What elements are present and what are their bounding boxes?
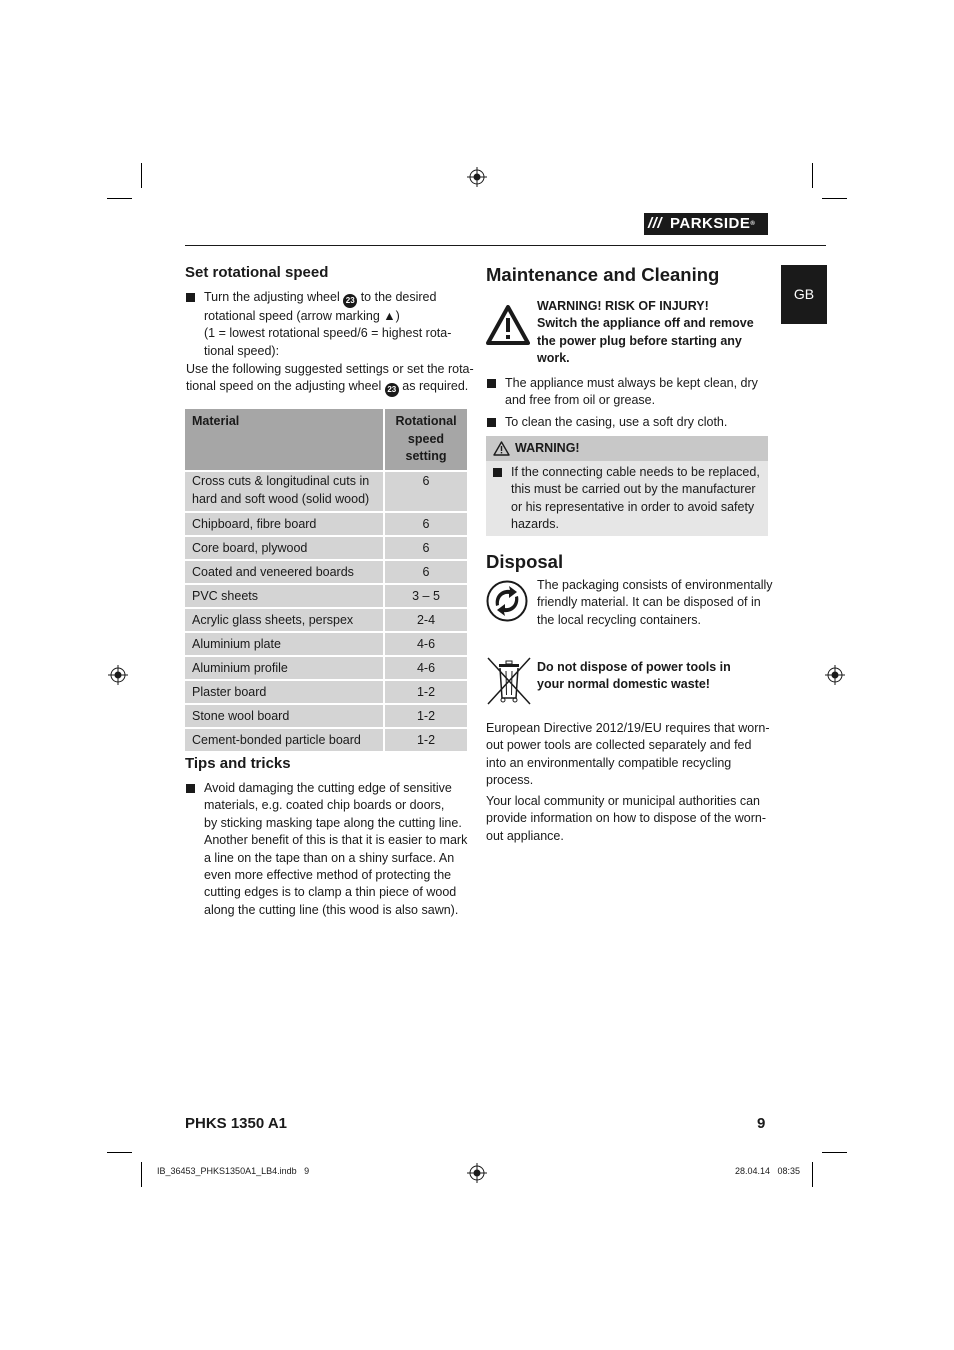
text-line: hazards.: [511, 517, 559, 532]
text-line: cutting edges is to clamp a thin piece of wood: [204, 885, 457, 900]
maintenance-bullet-cloth: [505, 414, 775, 431]
text-line: even more effective method of protecting the: [204, 868, 452, 883]
speed-cell: 1-2: [384, 704, 467, 728]
injury-warning: [537, 298, 777, 368]
recycling-text: [537, 577, 777, 629]
material-cell: Plaster board: [185, 680, 384, 704]
text-line: Turn the adjusting wheel 23 to the desired: [204, 289, 474, 308]
maintenance-bullet-clean: [505, 375, 775, 410]
crop-mark: [107, 198, 132, 199]
bullet-marker: [493, 468, 502, 477]
parkside-logo: [644, 213, 768, 235]
text-line: by sticking masking tape along the cutting line.: [204, 815, 462, 830]
reference-number-badge: 23: [343, 294, 357, 308]
recycling-icon: [486, 580, 528, 622]
speed-cell: 4-6: [384, 656, 467, 680]
text-line: Use the following suggested settings or set the rota-: [186, 362, 474, 376]
text-line: provide information on how to dispose of the worn-: [486, 811, 767, 826]
speed-settings-table: [185, 409, 467, 753]
crop-mark: [822, 198, 847, 199]
table-row: [185, 704, 467, 728]
footer-page-number: 9: [757, 1115, 766, 1132]
speed-cell: 6: [384, 512, 467, 536]
table-row: [185, 584, 467, 608]
warning-triangle-icon: [486, 305, 530, 345]
section-heading-disposal: Disposal: [486, 551, 564, 572]
crop-mark: [107, 1152, 132, 1153]
cable-warning-text: [511, 464, 765, 534]
text-line: Another benefit of this is that it is easier to mark: [204, 833, 468, 848]
crossed-out-bin-icon: [486, 656, 532, 706]
text-line: your normal domestic waste!: [537, 677, 710, 692]
speed-cell: 6: [384, 560, 467, 584]
section-heading-maintenance: Maintenance and Cleaning: [486, 264, 720, 285]
column-header-material: Material: [185, 409, 384, 471]
table-row: [185, 632, 467, 656]
material-cell: Coated and veneered boards: [185, 560, 384, 584]
speed-cell: 6: [384, 471, 467, 512]
cable-warning-title: WARNING!: [515, 441, 580, 455]
text-line: materials, e.g. coated chip boards or doors,: [204, 798, 445, 813]
logo-registered: ®: [750, 221, 756, 227]
text-line: (1 = lowest rotational speed/6 = highest rota-: [204, 326, 452, 341]
set-speed-bullet: [204, 289, 474, 360]
speed-cell: 6: [384, 536, 467, 560]
registration-mark-icon: [467, 167, 487, 187]
logo-slashes: ///: [648, 215, 663, 232]
logo-text: PARKSIDE: [670, 215, 751, 232]
local-authority-paragraph: [486, 793, 776, 845]
print-slug-date: 28.04.14 08:35: [735, 1166, 801, 1176]
text-line: out appliance.: [486, 828, 564, 843]
speed-cell: 3 – 5: [384, 584, 467, 608]
text-line: work.: [537, 351, 570, 366]
registration-mark-icon: [467, 1163, 487, 1183]
table-row: [185, 680, 467, 704]
material-cell: Aluminium profile: [185, 656, 384, 680]
table-row: [185, 512, 467, 536]
registration-mark-icon: [825, 665, 845, 685]
table-row: [185, 536, 467, 560]
crop-mark: [141, 1162, 142, 1187]
text-line: the local recycling containers.: [537, 612, 701, 627]
bullet-marker: [487, 418, 496, 427]
language-tab: GB: [781, 265, 827, 324]
warning-triangle-icon: [493, 441, 510, 456]
set-speed-paragraph: [186, 361, 476, 397]
section-heading-set-speed: Set rotational speed: [185, 264, 329, 281]
material-cell: Core board, plywood: [185, 536, 384, 560]
material-cell: PVC sheets: [185, 584, 384, 608]
text-line: the power plug before starting any: [537, 333, 742, 348]
tips-bullet: [204, 780, 476, 919]
text-line: Your local community or municipal authorities can: [486, 794, 760, 808]
material-cell: Cement-bonded particle board: [185, 728, 384, 752]
footer-model-number: PHKS 1350 A1: [185, 1115, 287, 1132]
text-line: this must be carried out by the manufacturer: [511, 482, 756, 497]
speed-cell: 1-2: [384, 680, 467, 704]
registration-mark-icon: [108, 665, 128, 685]
text-line: rotational speed (arrow marking ▲): [204, 309, 400, 323]
material-cell: Acrylic glass sheets, perspex: [185, 608, 384, 632]
text-line: If the connecting cable needs to be replaced,: [511, 465, 760, 479]
table-row: [185, 560, 467, 584]
bin-warning-text: [537, 659, 777, 694]
material-cell: Stone wool board: [185, 704, 384, 728]
speed-cell: 1-2: [384, 728, 467, 752]
crop-mark: [812, 1162, 813, 1187]
reference-number-badge: 23: [385, 383, 399, 397]
text-line: a line on the tape than on a shiny surface. An: [204, 850, 455, 865]
material-cell: Cross cuts & longitudinal cuts in hard and soft wood (solid wood): [185, 471, 384, 512]
bullet-marker: [186, 293, 195, 302]
material-cell: Aluminium plate: [185, 632, 384, 656]
table-row: [185, 471, 467, 512]
table-row: [185, 608, 467, 632]
text-line: European Directive 2012/19/EU requires that worn-: [486, 721, 770, 735]
text-line: and free from oil or grease.: [505, 393, 656, 408]
text-line: tional speed on the adjusting wheel 23 as required.: [186, 378, 476, 397]
text-line: along the cutting line (this wood is also sawn).: [204, 902, 459, 917]
bullet-marker: [487, 379, 496, 388]
text-line: Do not dispose of power tools in: [537, 660, 731, 674]
text-line: or his representative in order to avoid safety: [511, 499, 755, 514]
speed-cell: 4-6: [384, 632, 467, 656]
bullet-marker: [186, 784, 195, 793]
directive-paragraph: [486, 720, 776, 790]
text-line: into an environmentally compatible recycling: [486, 755, 732, 770]
material-cell: Chipboard, fibre board: [185, 512, 384, 536]
column-header-speed: Rotational speed setting: [384, 409, 467, 471]
section-heading-tips: Tips and tricks: [185, 755, 291, 772]
table-row: [185, 656, 467, 680]
print-slug-file: IB_36453_PHKS1350A1_LB4.indb 9: [157, 1166, 310, 1176]
text-line: process.: [486, 773, 534, 788]
text-line: friendly material. It can be disposed of in: [537, 595, 761, 610]
crop-mark: [822, 1152, 847, 1153]
text-line: tional speed):: [204, 343, 280, 358]
text-line: The packaging consists of environmentally: [537, 578, 773, 592]
crop-mark: [812, 163, 813, 188]
text-line: Switch the appliance off and remove: [537, 316, 754, 331]
table-row: [185, 728, 467, 752]
text-line: out power tools are collected separately and fed: [486, 738, 752, 753]
text-line: WARNING! RISK OF INJURY!: [537, 299, 709, 313]
table-header-row: [185, 409, 467, 471]
speed-cell: 2-4: [384, 608, 467, 632]
header-rule: [185, 245, 826, 246]
text-line: The appliance must always be kept clean, dry: [505, 376, 758, 390]
text-line: Avoid damaging the cutting edge of sensitive: [204, 781, 452, 795]
text-line: To clean the casing, use a soft dry cloth.: [505, 415, 728, 429]
crop-mark: [141, 163, 142, 188]
